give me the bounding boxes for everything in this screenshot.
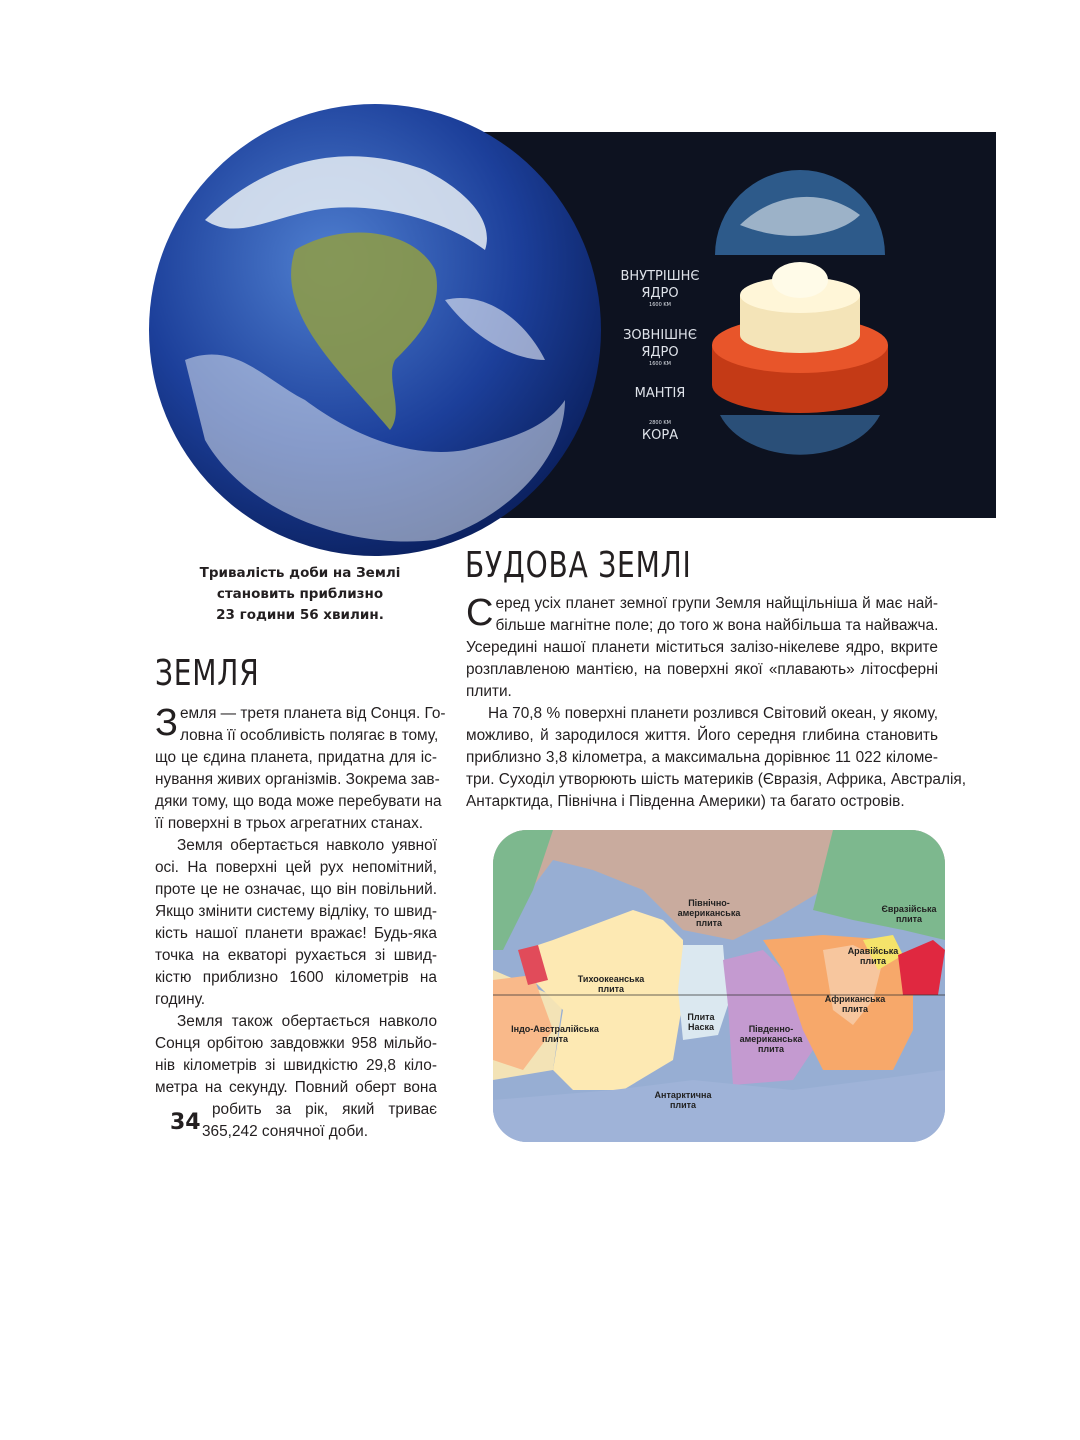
plate-label <box>740 1024 804 1054</box>
text-line: можливо, й зародилося життя. Його середня глибина становить <box>466 727 938 744</box>
earth-body-text <box>155 702 446 1143</box>
structure-body-text <box>466 592 966 813</box>
drop-cap: З <box>155 702 178 744</box>
text-line: Антарктида, Північна і Південна Америки) та багато островів. <box>466 793 905 810</box>
plate-label-line: плита <box>859 956 887 966</box>
plate-label <box>511 1024 600 1044</box>
text-line: емля — третя планета від Сонця. Го- <box>179 705 446 722</box>
text-line: точка на екваторі рухається зі швид- <box>155 947 437 964</box>
layer-name: МАНТІЯ <box>634 386 686 401</box>
text-line: еред усіх планет земної групи Земля найщільніша й має най- <box>495 595 938 612</box>
text-line: три. Суходіл утворюють шість материків (Євразія, Африка, Австралія, <box>466 771 966 788</box>
tectonic-plates-map <box>493 830 945 1142</box>
text-line: дяки тому, що вода може перебувати на <box>155 793 442 810</box>
plate-label-line: Аравійська <box>847 946 899 956</box>
text-line: кістю приблизно 1600 кілометрів на <box>155 969 437 986</box>
plate-label-line: американська <box>677 908 741 918</box>
plate-label <box>825 994 886 1014</box>
plate-label-line: американська <box>739 1034 803 1044</box>
text-line: нування живих організмів. Зокрема зав- <box>155 771 440 788</box>
image-caption <box>170 563 430 626</box>
plate-label <box>881 904 937 924</box>
text-line: Земля також обертається навколо <box>177 1013 437 1030</box>
text-line: її поверхні в трьох агрегатних станах. <box>155 815 424 832</box>
inner-core-label <box>600 268 720 309</box>
plate-label <box>678 898 742 928</box>
text-line: 365,242 сонячної доби. <box>202 1123 369 1140</box>
mantle-label <box>600 385 720 402</box>
text-line: Якщо змінити систему відліку, то швид- <box>155 903 437 920</box>
plate-label-line: Плита <box>687 1012 715 1022</box>
plate-label-line: плита <box>841 1004 869 1014</box>
plate-label-line: Антарктична <box>654 1090 712 1100</box>
earth-cutaway-image <box>700 145 900 505</box>
plate-label-line: Північно- <box>688 898 730 908</box>
layer-size: 1600 KM <box>649 302 671 308</box>
text-line: метра на секунду. Повний оберт вона <box>155 1079 437 1096</box>
layer-size: 2800 KM <box>649 420 671 426</box>
layer-name: ВНУТРІШНЄ <box>620 269 700 284</box>
plate-label-line: Тихоокеанська <box>577 974 645 984</box>
caption-line: становить приблизно <box>216 586 384 602</box>
plate-label-line: Африканська <box>824 994 886 1004</box>
text-line: кість нашої планети вражає! Будь-яка <box>155 925 437 942</box>
text-line: Сонця орбітою завдовжки 958 мільйо- <box>155 1035 437 1052</box>
plate-label <box>655 1090 713 1110</box>
plate-label-line: Індо-Австралійська <box>511 1024 599 1034</box>
text-line: Усередині нашої планети міститься залізо-нікелеве ядро, вкрите <box>466 639 938 656</box>
text-line: плити. <box>466 683 512 700</box>
layer-name: ЯДРО <box>641 286 679 301</box>
text-line: ловна її особливість полягає в тому, <box>179 727 439 744</box>
section-heading-structure: БУДОВА ЗЕМЛІ <box>465 545 692 586</box>
text-line: що це єдина планета, придатна для іс- <box>155 749 437 766</box>
layer-name: ЗОВНІШНЄ <box>623 328 697 343</box>
text-line: робить за рік, який триває <box>212 1101 437 1118</box>
plate-label-line: Євразійська <box>881 904 937 914</box>
text-line: проте це не означає, що він повільний. <box>155 881 437 898</box>
plate-label-line: плита <box>597 984 625 994</box>
plate-label-line: плита <box>669 1100 697 1110</box>
plate-label-line: плита <box>895 914 923 924</box>
layer-size: 1600 KM <box>649 361 671 367</box>
layer-name: КОРА <box>641 428 679 443</box>
text-line: годину. <box>155 991 206 1008</box>
text-line: розплавленою мантією, на поверхні якої «плавають» літосферні <box>466 661 938 678</box>
text-line: більше магнітне поле; до того ж вона найбільша та найважча. <box>495 617 939 634</box>
drop-cap: С <box>466 592 494 634</box>
plate-label-line: плита <box>541 1034 569 1044</box>
caption-line: 23 години 56 хвилин. <box>216 607 384 623</box>
outer-core-label <box>600 327 720 368</box>
plate-label-line: плита <box>757 1044 785 1054</box>
caption-line: Тривалість доби на Землі <box>199 565 401 581</box>
text-line: нів кілометрів зі швидкістю 29,8 кіло- <box>155 1057 437 1074</box>
page-number: 34 <box>170 1110 201 1135</box>
text-line: осі. На поверхні цей рух непомітний, <box>155 859 437 876</box>
plate-label <box>578 974 645 994</box>
layer-name: ЯДРО <box>641 345 679 360</box>
plate-label-line: Південно- <box>748 1024 794 1034</box>
text-line: Земля обертається навколо уявної <box>177 837 437 854</box>
text-line: приблизно 3,8 кілометра, а максимальна дорівнює 11 022 кіломе- <box>466 749 938 766</box>
plate-label <box>687 1012 715 1032</box>
plate-label-line: Наска <box>687 1022 715 1032</box>
plate-label <box>848 946 900 966</box>
section-heading-earth: ЗЕМЛЯ <box>155 653 260 694</box>
plate-label-line: плита <box>695 918 723 928</box>
text-line: На 70,8 % поверхні планети розлився Світовий океан, у якому, <box>488 705 938 722</box>
earth-globe-image <box>145 100 605 560</box>
crust-label <box>600 420 720 444</box>
